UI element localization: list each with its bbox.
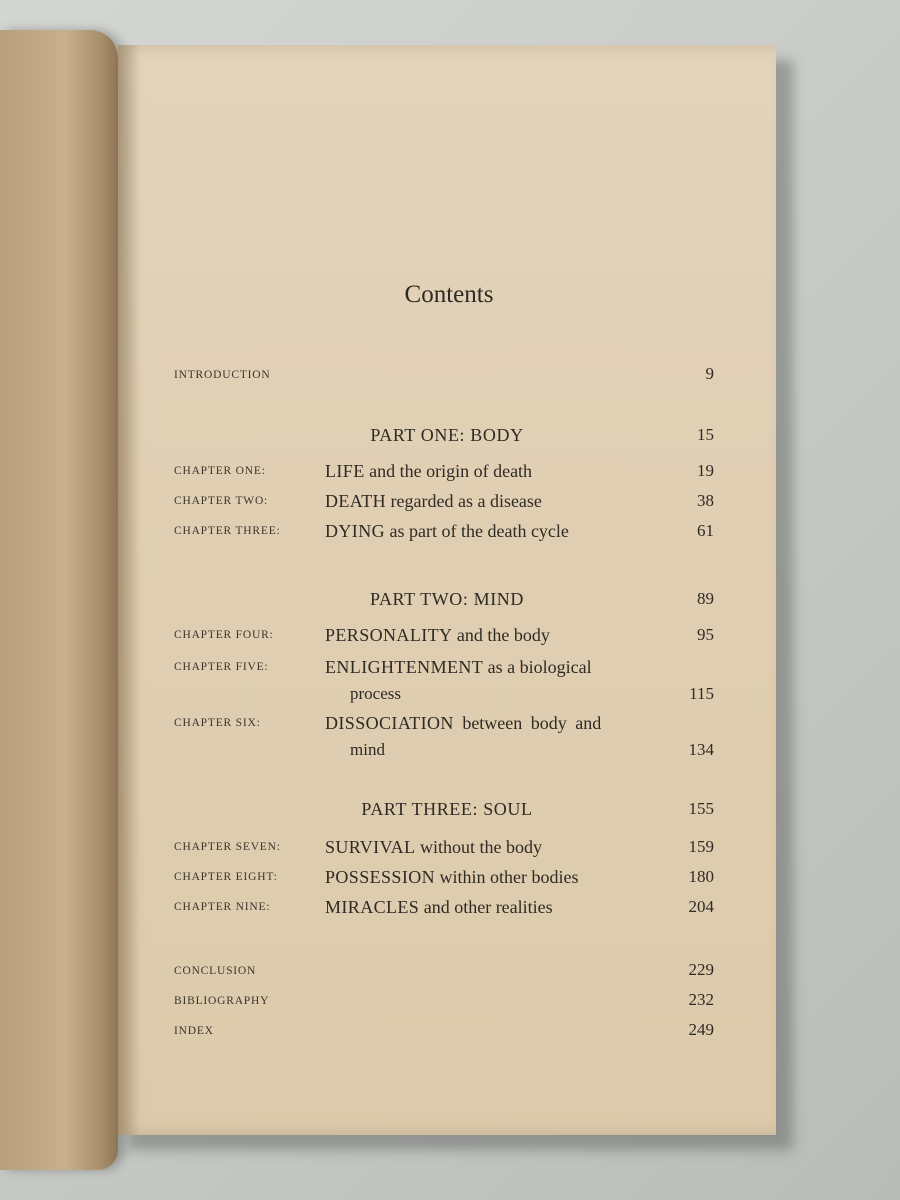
chapter-label: CHAPTER NINE: (174, 901, 271, 913)
chapter-title (325, 521, 569, 542)
toc-page-number: 61 (697, 521, 714, 540)
chapter-subtitle: without the body (419, 837, 542, 857)
chapter-subtitle: and the body (456, 625, 550, 645)
chapter-title (325, 657, 592, 678)
part-heading: PART THREE: SOUL (361, 799, 533, 819)
chapter-label: CHAPTER SEVEN: (174, 841, 281, 853)
toc-entry-label: INDEX (174, 1025, 214, 1037)
chapter-subtitle: and other realities (423, 897, 553, 917)
toc-page-number: 15 (697, 425, 714, 444)
chapter-subtitle: within other bodies (439, 867, 579, 887)
toc-page-number: 19 (697, 461, 714, 480)
page-title: Contents (404, 281, 494, 308)
toc-page-number: 134 (688, 740, 714, 759)
toc-page-number: 38 (697, 491, 714, 510)
chapter-subtitle: and the origin of death (369, 461, 533, 481)
toc-page-number: 204 (688, 897, 714, 916)
book-page (118, 45, 776, 1135)
chapter-label: CHAPTER EIGHT: (174, 871, 278, 883)
part-heading: PART ONE: BODY (370, 425, 524, 445)
chapter-key-word: LIFE (325, 461, 365, 481)
toc-page-number: 249 (688, 1020, 714, 1039)
chapter-subtitle: between body and (462, 713, 602, 733)
toc-page-number: 229 (688, 960, 714, 979)
chapter-title (325, 837, 542, 858)
chapter-key-word: DISSOCIATION (325, 713, 454, 733)
chapter-title (325, 461, 532, 482)
toc-entry-label: CONCLUSION (174, 965, 257, 977)
chapter-key-word: SURVIVAL (325, 837, 416, 857)
chapter-label: CHAPTER ONE: (174, 465, 266, 477)
chapter-key-word: ENLIGHTENMENT (325, 657, 484, 677)
toc-entry-label: INTRODUCTION (174, 369, 271, 381)
toc-page-number: 180 (688, 867, 714, 886)
chapter-key-word: PERSONALITY (325, 625, 453, 645)
chapter-key-word: DYING (325, 521, 385, 541)
chapter-title (325, 867, 579, 888)
chapter-title (325, 625, 550, 646)
chapter-key-word: POSSESSION (325, 867, 436, 887)
toc-page-number: 159 (688, 837, 714, 856)
chapter-title-continuation: process (350, 684, 401, 703)
chapter-title (325, 897, 553, 918)
toc-page-number: 89 (697, 589, 714, 608)
chapter-title (325, 713, 601, 734)
toc-page-number: 9 (705, 364, 714, 383)
chapter-title (325, 491, 542, 512)
toc-entry-label: BIBLIOGRAPHY (174, 995, 270, 1007)
chapter-key-word: MIRACLES (325, 897, 420, 917)
toc-page-number: 232 (688, 990, 714, 1009)
chapter-title-continuation: mind (350, 740, 385, 759)
chapter-label: CHAPTER THREE: (174, 525, 281, 537)
chapter-subtitle: regarded as a disease (390, 491, 542, 511)
chapter-label: CHAPTER FOUR: (174, 629, 274, 641)
chapter-label: CHAPTER FIVE: (174, 661, 269, 673)
part-heading: PART TWO: MIND (369, 589, 524, 609)
chapter-label: CHAPTER SIX: (174, 717, 261, 729)
chapter-label: CHAPTER TWO: (174, 495, 269, 507)
chapter-key-word: DEATH (325, 491, 386, 511)
toc-page-number: 155 (688, 799, 714, 818)
toc-page-number: 95 (697, 625, 714, 644)
chapter-subtitle: as part of the death cycle (389, 521, 569, 541)
chapter-subtitle: as a biological (487, 657, 592, 677)
facing-page-edge (0, 30, 118, 1170)
toc-page-number: 115 (689, 684, 714, 703)
